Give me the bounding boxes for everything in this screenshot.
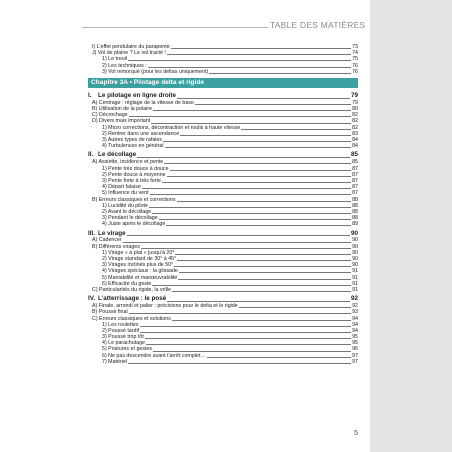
section-heading[interactable] [88,151,358,159]
leader-line [174,266,351,267]
page-header-title: TABLE DES MATIÈRES [270,20,366,30]
toc-entry-page: 87 [352,184,358,191]
toc-entry-page: 91 [352,274,358,281]
leader-line [177,260,351,261]
toc-entry-page: 88 [352,196,358,203]
toc-entry-page: 76 [352,62,358,69]
toc-entry-text: 3) Pente forte à très forte [102,177,161,184]
toc-entry[interactable] [88,69,358,75]
section-title [88,230,126,238]
leader-line [180,135,351,136]
leader-line [172,320,351,321]
page-number: 5 [354,428,359,437]
toc-entry-page: 73 [352,43,358,50]
toc-entry-text: 2) Poussé tardif [102,327,140,334]
toc-entry-page: 82 [352,112,358,119]
toc-entry-page: 87 [352,171,358,178]
toc-entry-page: 91 [352,268,358,275]
section-title-text: Le pilotage en ligne droite [98,91,177,99]
leader-line [167,176,351,177]
toc-entry-text: B) Utilisation de la polaire [92,106,153,113]
leader-line [239,307,351,308]
toc-entry-text: 3) Pendant le décollage [102,215,158,222]
toc-entry-page: 87 [352,190,358,197]
toc-entry-text: 1) Lucidité du pilote [102,202,148,209]
toc-entry-page: 88 [352,202,358,209]
leader-line [152,285,351,286]
toc-entry-page: 82 [352,124,358,131]
toc-entry-page: 89 [352,221,358,228]
leader-line [164,163,351,164]
toc-entry-page: 94 [352,327,358,334]
toc-entry-page: 87 [352,177,358,184]
toc-entry-text: 1) Micro corrections, décontraction et roulis à haute vitesse [102,124,241,131]
section-number: I. [88,91,92,99]
toc-entry-page: 79 [352,99,358,106]
section-title-text: L’atterrissage : le posé [98,295,167,303]
toc-entry-text: C) Erreurs classiques et solutions [92,315,171,322]
toc-entry-text: A) Assiette, incidence et pente [92,159,164,166]
toc-entry-text: 4) Le parachutage [102,340,145,347]
toc-entry-text: 4) Juste après le décollage [102,221,166,228]
toc-entry-text: 2) Rentrer dans une ascendance [102,130,180,137]
leader-line [165,147,352,148]
toc-entry-page: 93 [352,309,358,316]
toc-entry-text: I) L’effet pendulaire du parapente [92,43,170,50]
section-page: 79 [350,91,358,99]
section-heading[interactable] [88,230,358,238]
toc-entry-text: 1) Le treuil [102,56,128,63]
leader-line [128,363,351,364]
toc-entry-page: 91 [352,286,358,293]
toc-entry-page: 95 [352,334,358,341]
toc-entry-text: 1) Les roulettes [102,321,139,328]
toc-entry-text: 3) Poussé trop tôt [102,334,144,341]
leader-line [241,129,351,130]
toc-entry-text: 1) Virage « à plat » jusqu’à 20° [102,249,175,256]
toc-entry-page: 90 [352,237,358,244]
leader-line [137,157,350,158]
leader-line [140,326,352,327]
leader-line [146,344,351,345]
section-page: 90 [350,229,358,237]
section-heading[interactable] [88,295,358,303]
toc-entry-page: 88 [352,208,358,215]
toc-entry-page: 92 [352,303,358,310]
toc-entry-text: 5) Influence du vent [102,190,149,197]
section-number: II. [88,151,94,159]
leader-line [177,98,350,99]
leader-line [178,279,351,280]
leader-line [141,248,351,249]
toc-entry-page: 90 [352,262,358,269]
toc-entry-text: 4) Turbulences en général [102,143,164,150]
toc-entry-text: B) Différents virages [92,243,140,250]
toc-entry-text: 1) Pente très douce à douce [102,165,169,172]
toc-entry-text: B) Erreurs classiques et corrections [92,196,176,203]
toc-entry-text: 4) Départ falaise [102,184,141,191]
toc-sections [88,92,358,365]
toc-entry-text: A) Centrage : réglage de la vitesse de base [92,99,194,106]
leader-line [170,170,352,171]
toc-entry-page: 97 [352,352,358,359]
leader-line [149,207,351,208]
toc-intro-list [88,44,358,75]
toc-entry-page: 90 [352,256,358,263]
leader-line [153,351,351,352]
toc-entry[interactable] [88,359,358,365]
toc-entry-page: 83 [352,130,358,137]
toc-entry-page: 80 [352,106,358,113]
leader-line [179,272,351,273]
section-number: IV. [88,295,96,303]
toc-entry-text: 2) Virage standard de 30° à 45° [102,256,177,263]
leader-line [209,73,351,74]
leader-line [145,338,351,339]
leader-line [171,48,351,49]
toc-entry-text: 3) Virages inclinés plus de 50° [102,262,174,269]
toc-entry-page: 97 [352,358,358,365]
leader-line [195,104,351,105]
toc-entry-text: 2) Avant le décollage [102,208,152,215]
leader-line [128,60,351,61]
toc-entry-page: 87 [352,165,358,172]
leader-line [153,110,351,111]
section-title [88,295,166,303]
chapter-heading: Chapitre 3A • Pilotage delta et rigide [88,78,358,88]
leader-line [142,188,351,189]
toc-entry-text: J) Vol de plaine ? Le vol tracté ! [92,50,166,57]
section-title-text: Le décollage [98,151,137,159]
leader-line [162,182,351,183]
toc-entry-text: 3) Vol remorqué (pour les deltas uniquement) [102,68,209,75]
leader-line [150,194,352,195]
leader-line [177,201,351,202]
leader-line [172,291,351,292]
toc-entry-page: 88 [352,215,358,222]
leader-line [175,254,351,255]
leader-line [167,54,351,55]
toc-entry-text: A) Finale, arrondi et palier : précisions pour le delta et le rigide [92,303,238,310]
toc-entry-page: 96 [352,346,358,353]
section-page: 92 [350,295,358,303]
leader-line [148,67,351,68]
toc-entry-page: 82 [352,118,358,125]
section-number: III. [88,229,95,237]
section-page: 85 [350,151,358,159]
toc-entry-page: 91 [352,280,358,287]
toc-entry-page: 84 [352,137,358,144]
section-heading[interactable] [88,92,358,100]
leader-line [140,332,351,333]
toc-entry-page: 75 [352,56,358,63]
toc-entry-page: 90 [352,249,358,256]
toc-entry-text: 6) Efficacité du geste [102,280,152,287]
toc-entry-page: 76 [352,68,358,75]
section-title [88,151,136,159]
toc-entry-page: 95 [352,340,358,347]
toc-entry-text: D) Divers mais important [92,118,151,125]
leader-line [123,242,351,243]
toc-entry-text: 6) Ne pas descendre avant l’arrêt complet… [102,352,206,359]
section-title-text: Le virage [98,229,126,237]
toc-entry-text: 5) Postures et gestes [102,346,153,353]
toc-entry-text: 7) Matériel [102,358,128,365]
toc-entry-text: C) Décrochage [92,112,128,119]
leader-line [166,225,351,226]
leader-line [207,357,351,358]
toc-entry-text: 2) Les techniques : [102,62,147,69]
side-margin-bar [370,0,452,452]
toc-entry-page: 94 [352,315,358,322]
toc-entry-page: 84 [352,143,358,150]
table-of-contents [88,44,358,365]
toc-entry-page: 85 [352,159,358,166]
toc-entry-text: 5) Maniabilité et manœuvrabilité [102,274,178,281]
toc-entry-text: C) Particularités du rigide, la vrille [92,286,171,293]
leader-line [163,141,351,142]
toc-entry-text: 3) Autres types de rafales [102,137,163,144]
header-rule [82,27,268,28]
toc-entry-text: 4) Virages spéciaux : la glissade [102,268,178,275]
leader-line [129,116,351,117]
toc-entry-text: B) Poussé final [92,309,128,316]
section-title [88,92,176,100]
leader-line [167,301,350,302]
leader-line [159,219,351,220]
leader-line [152,213,351,214]
toc-entry-page: 94 [352,321,358,328]
leader-line [127,235,350,236]
leader-line [129,313,351,314]
toc-entry-page: 74 [352,50,358,57]
toc-entry-text: 2) Pente douce à moyenne [102,171,166,178]
toc-entry-page: 90 [352,243,358,250]
toc-entry-text: A) Cadencer [92,237,122,244]
leader-line [151,123,351,124]
